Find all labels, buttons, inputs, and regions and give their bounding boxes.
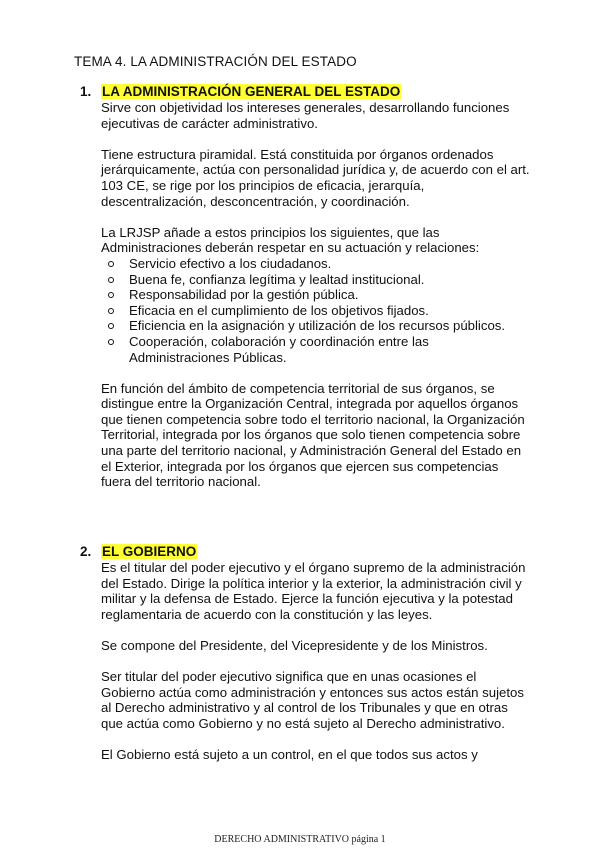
paragraph: Ser titular del poder ejecutivo significa que en unas ocasiones el Gobierno actúa como administración y entonces sus actos están sujetos al Derecho administrativo y al control de los Tribunales y que en otras que actúa como Gobierno y no está sujeto al Derecho administrativo. xyxy=(101,669,524,731)
list-item: Eficiencia en la asignación y utilización de los recursos públicos. xyxy=(101,318,530,334)
paragraph: Se compone del Presidente, del Vicepresidente y de los Ministros. xyxy=(101,637,488,653)
section-heading xyxy=(80,544,530,559)
list-item: Servicio efectivo a los ciudadanos. xyxy=(101,256,530,272)
section-body xyxy=(101,100,530,490)
section-number: 1. xyxy=(80,84,92,99)
list-item: Cooperación, colaboración y coordinación entre las Administraciones Públicas. xyxy=(101,334,530,365)
section-administracion-general xyxy=(80,84,530,505)
page-footer: DERECHO ADMINISTRATIVO página 1 xyxy=(214,834,386,845)
section-heading xyxy=(80,84,530,99)
paragraph: Sirve con objetividad los intereses generales, desarrollando funciones ejecutivas de carácter administrativo. xyxy=(101,100,510,131)
section-title: EL GOBIERNO xyxy=(102,544,197,559)
list-item: Buena fe, confianza legítima y lealtad institucional. xyxy=(101,272,530,288)
section-body xyxy=(101,560,530,763)
principles-list xyxy=(101,256,530,365)
paragraph: Tiene estructura piramidal. Está constituida por órganos ordenados jerárquicamente, actúa con personalidad jurídica y, de acuerdo con el art. 103 CE, se rige por los principios de eficacia, jerarquía, descentralización, desconcentración, y coordinación. xyxy=(101,146,530,209)
section-number: 2. xyxy=(80,544,92,559)
paragraph: En función del ámbito de competencia territorial de sus órganos, se distingue entre la Organización Central, integrada por aquellos órganos que tienen competencia sobre todo el territorio nacional, la Organización Territorial, integrada por los órganos que solo tienen competencia sobre una parte del territorio nacional, y Administración General del Estado en el Exterior, integrada por los órganos que ejercen sus competencias fuera del territorio nacional. xyxy=(101,380,525,490)
page-title: TEMA 4. LA ADMINISTRACIÓN DEL ESTADO xyxy=(74,54,357,69)
section-title: LA ADMINISTRACIÓN GENERAL DEL ESTADO xyxy=(102,84,401,99)
list-item: Eficacia en el cumplimiento de los objetivos fijados. xyxy=(101,303,530,319)
section-gobierno xyxy=(80,544,530,763)
paragraph: La LRJSP añade a estos principios los siguientes, que las Administraciones deberán respetar en su actuación y relaciones: xyxy=(101,224,480,256)
list-item: Responsabilidad por la gestión pública. xyxy=(101,287,530,303)
paragraph: El Gobierno está sujeto a un control, en el que todos sus actos y xyxy=(101,747,478,763)
paragraph: Es el titular del poder ejecutivo y el órgano supremo de la administración del Estado. Dirige la política interior y la exterior, la administración civil y militar y la defensa de Estado. Ejerce la función ejecutiva y la potestad reglamentaria de acuerdo con la constitución y las leyes. xyxy=(101,560,526,622)
